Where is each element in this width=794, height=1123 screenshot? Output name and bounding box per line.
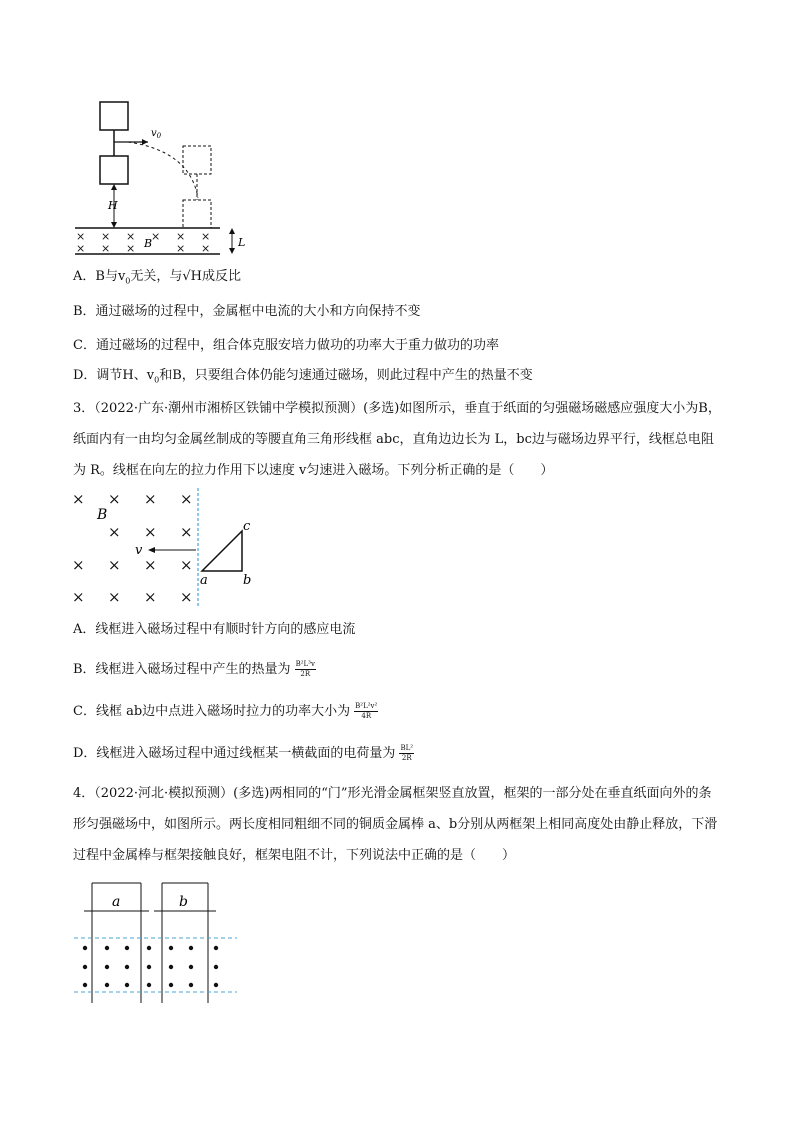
v-label: v bbox=[135, 543, 143, 558]
svg-text:×: × bbox=[180, 588, 193, 606]
svg-text:×: × bbox=[101, 242, 111, 255]
svg-text:×: × bbox=[180, 523, 193, 541]
q2-option-a[interactable]: A．B与$v_0$无关，与√H成反比 bbox=[73, 269, 242, 286]
svg-text:×: × bbox=[101, 230, 111, 243]
svg-text:×: × bbox=[180, 490, 193, 508]
q3-option-b[interactable]: B．线框进入磁场过程中产生的热量为 $\frac{\text{B²L³v}}{2R}$ bbox=[73, 660, 315, 678]
B-label-q3: B bbox=[97, 507, 108, 523]
svg-text:×: × bbox=[201, 230, 211, 243]
figure-two-frames bbox=[72, 878, 242, 1003]
svg-text:×: × bbox=[180, 556, 193, 574]
a-label-q4: a bbox=[112, 894, 121, 910]
q2-option-c[interactable]: C．通过磁场的过程中，组合体克服安培力做功的功率大于重力做功的功率 bbox=[73, 338, 499, 353]
q3-stem: 3．（2022·广东·潮州市湘桥区铁铺中学模拟预测）(多选)如图所示，垂直于纸面的匀强磁场磁感应强度大小为B，纸面内有一由均匀金属丝制成的等腰直角三角形线框 abc，直角边边长为 L，bc边与磁场边界平行，线框总电阻为 R。线框在向左的拉力作用下以速度 v匀速进入磁场。下列分析正确的是（ ） bbox=[73, 401, 721, 478]
q2-option-b[interactable]: B．通过磁场的过程中，金属框中电流的大小和方向保持不变 bbox=[73, 304, 421, 319]
q3-option-c[interactable]: C．线框 ab边中点进入磁场时拉力的功率大小为 $\frac{\text{B²L²v²}}{4R}$ bbox=[73, 702, 378, 720]
dashed-square-1 bbox=[183, 146, 211, 174]
trajectory-curve bbox=[128, 142, 198, 198]
svg-text:×: × bbox=[108, 556, 121, 574]
triangle-abc bbox=[202, 531, 242, 571]
svg-text:×: × bbox=[144, 523, 157, 541]
field-crosses-q3 bbox=[72, 490, 193, 606]
fraction-c: $\frac{\text{B²L²v²}}{4R}$ bbox=[355, 702, 378, 720]
q3-option-a[interactable]: A．线框进入磁场过程中有顺时针方向的感应电流 bbox=[73, 622, 356, 637]
svg-text:×: × bbox=[176, 242, 186, 255]
b-label: b bbox=[243, 573, 252, 588]
field-dots bbox=[83, 946, 218, 987]
svg-text:×: × bbox=[144, 490, 157, 508]
figure-triangle-frame bbox=[70, 488, 270, 608]
svg-text:×: × bbox=[144, 588, 157, 606]
q2-option-d[interactable]: D．调节H、$v_0$和B，只要组合体仍能匀速通过磁场，则此过程中产生的热量不变 bbox=[73, 368, 533, 385]
svg-text:×: × bbox=[176, 230, 186, 243]
svg-text:×: × bbox=[72, 588, 85, 606]
fraction-b: $\frac{\text{B²L³v}}{2R}$ bbox=[295, 660, 315, 678]
svg-text:×: × bbox=[108, 588, 121, 606]
q4-stem: 4．（2022·河北·模拟预测）(多选)两相同的“门”形光滑金属框架竖直放置，框架的一部分处在垂直纸面向外的条形匀强磁场中，如图所示。两长度相同粗细不同的铜质金属棒 a、b分别从两框架上相同高度处由静止释放，下滑过程中金属棒与框架接触良好，框架电阻不计，下列说法中正确的是（ ） bbox=[73, 786, 718, 863]
svg-text:×: × bbox=[76, 242, 86, 255]
L-label: L bbox=[238, 236, 246, 249]
upper-square bbox=[100, 102, 128, 130]
b-label-q4: b bbox=[179, 894, 188, 910]
dashed-square-2 bbox=[183, 200, 211, 228]
svg-text:×: × bbox=[151, 230, 161, 243]
svg-text:×: × bbox=[108, 490, 121, 508]
svg-text:×: × bbox=[108, 523, 121, 541]
svg-text:×: × bbox=[144, 556, 157, 574]
svg-text:×: × bbox=[126, 242, 136, 255]
c-label: c bbox=[243, 519, 251, 534]
svg-text:×: × bbox=[72, 490, 85, 508]
svg-text:×: × bbox=[72, 556, 85, 574]
lower-square bbox=[100, 156, 128, 184]
figure-falling-frames bbox=[70, 96, 260, 258]
svg-text:×: × bbox=[201, 242, 211, 255]
q3-option-d[interactable]: D．线框进入磁场过程中通过线框某一横截面的电荷量为 $\frac{\text{BL²}}{2R}$ bbox=[73, 744, 414, 762]
svg-text:×: × bbox=[76, 230, 86, 243]
v0-label: $v_0$ bbox=[151, 128, 162, 140]
fraction-d: $\frac{\text{BL²}}{2R}$ bbox=[400, 744, 414, 762]
B-label: B bbox=[144, 237, 153, 250]
svg-text:×: × bbox=[126, 230, 136, 243]
H-label: H bbox=[108, 199, 118, 212]
a-label: a bbox=[200, 573, 208, 588]
